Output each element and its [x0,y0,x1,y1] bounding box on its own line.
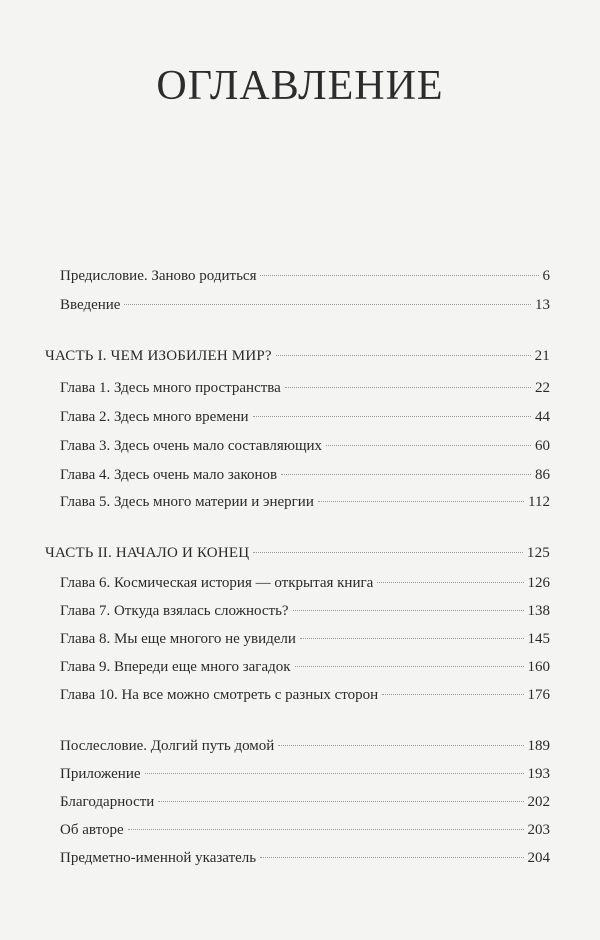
toc-entry-page: 203 [527,822,550,838]
toc-entry-chapter-4[interactable] [60,464,550,486]
toc-entry-chapter-9[interactable] [60,656,550,678]
toc-entry-chapter-10[interactable] [60,684,550,706]
toc-entry-page: 189 [527,738,550,754]
toc-entry-page: 112 [528,494,550,510]
dot-leader [128,829,524,830]
toc-entry-page: 126 [527,575,550,591]
toc-entry-about-author[interactable] [60,819,550,841]
toc-entry-page: 204 [527,850,550,866]
dot-leader [382,694,523,695]
toc-entry-index[interactable] [60,847,550,869]
dot-leader [285,387,531,388]
toc-entry-label: Приложение [60,766,141,782]
toc-entry-chapter-6[interactable] [60,572,550,594]
page-title: ОГЛАВЛЕНИЕ [156,63,444,109]
toc-entry-label: Глава 7. Откуда взялась сложность? [60,603,289,619]
toc-entry-label: Глава 8. Мы еще многого не увидели [60,631,296,647]
toc-entry-appendix[interactable] [60,763,550,785]
dot-leader [281,474,531,475]
toc-entry-label: Глава 9. Впереди еще много загадок [60,659,291,675]
toc-entry-preface[interactable] [60,265,550,287]
dot-leader [326,445,531,446]
dot-leader [253,552,523,553]
toc-entry-acknowledgements[interactable] [60,791,550,813]
toc-entry-label: Глава 10. На все можно смотреть с разных сторон [60,687,379,703]
toc-part-1[interactable] [45,345,550,367]
toc-entry-page: 125 [526,545,550,561]
dot-leader [145,773,524,774]
toc-entry-label: Глава 5. Здесь много материи и энергии [60,494,314,510]
dot-leader [158,801,523,802]
toc-entry-page: 176 [527,687,550,703]
toc-entry-page: 160 [527,659,550,675]
toc-entry-label: Предметно-именной указатель [60,850,257,866]
toc-entry-page: 6 [542,268,550,284]
toc-entry-page: 86 [535,467,550,483]
toc-entry-chapter-8[interactable] [60,628,550,650]
dot-leader [260,857,523,858]
toc-entry-chapter-1[interactable] [60,377,550,399]
dot-leader [278,745,523,746]
toc-entry-page: 44 [535,409,550,425]
dot-leader [124,304,531,305]
toc-entry-afterword[interactable] [60,735,550,757]
toc-entry-page: 202 [527,794,550,810]
dot-leader [318,501,524,502]
dot-leader [293,610,524,611]
toc-entry-chapter-3[interactable] [60,435,550,457]
toc-entry-chapter-7[interactable] [60,600,550,622]
toc-entry-label: Послесловие. Долгий путь домой [60,738,275,754]
toc-part-label: ЧАСТЬ I. ЧЕМ ИЗОБИЛЕН МИР? [45,348,272,364]
toc-entry-page: 13 [535,297,550,313]
toc-entry-label: Глава 6. Космическая история — открытая книга [60,575,374,591]
toc-entry-page: 145 [527,631,550,647]
toc-entry-page: 138 [527,603,550,619]
dot-leader [260,275,538,276]
toc-entry-page: 193 [527,766,550,782]
toc-entry-page: 60 [535,438,550,454]
dot-leader [377,582,523,583]
dot-leader [300,638,524,639]
toc-entry-label: Глава 1. Здесь много пространства [60,380,281,396]
toc-entry-chapter-5[interactable] [60,491,550,513]
toc-entry-label: Глава 2. Здесь много времени [60,409,249,425]
toc-entry-label: Об авторе [60,822,124,838]
dot-leader [295,666,524,667]
toc-entry-page: 21 [534,348,550,364]
dot-leader [276,355,531,356]
toc-entry-introduction[interactable] [60,294,550,316]
toc-part-2[interactable] [45,542,550,564]
toc-entry-label: Глава 4. Здесь очень мало законов [60,467,278,483]
toc-entry-chapter-2[interactable] [60,406,550,428]
toc-entry-label: Глава 3. Здесь очень мало составляющих [60,438,323,454]
toc-entry-page: 22 [535,380,550,396]
toc-entry-label: Введение [60,297,121,313]
dot-leader [253,416,531,417]
toc-entry-label: Предисловие. Заново родиться [60,268,257,284]
toc-entry-label: Благодарности [60,794,155,810]
toc-part-label: ЧАСТЬ II. НАЧАЛО И КОНЕЦ [45,545,250,561]
